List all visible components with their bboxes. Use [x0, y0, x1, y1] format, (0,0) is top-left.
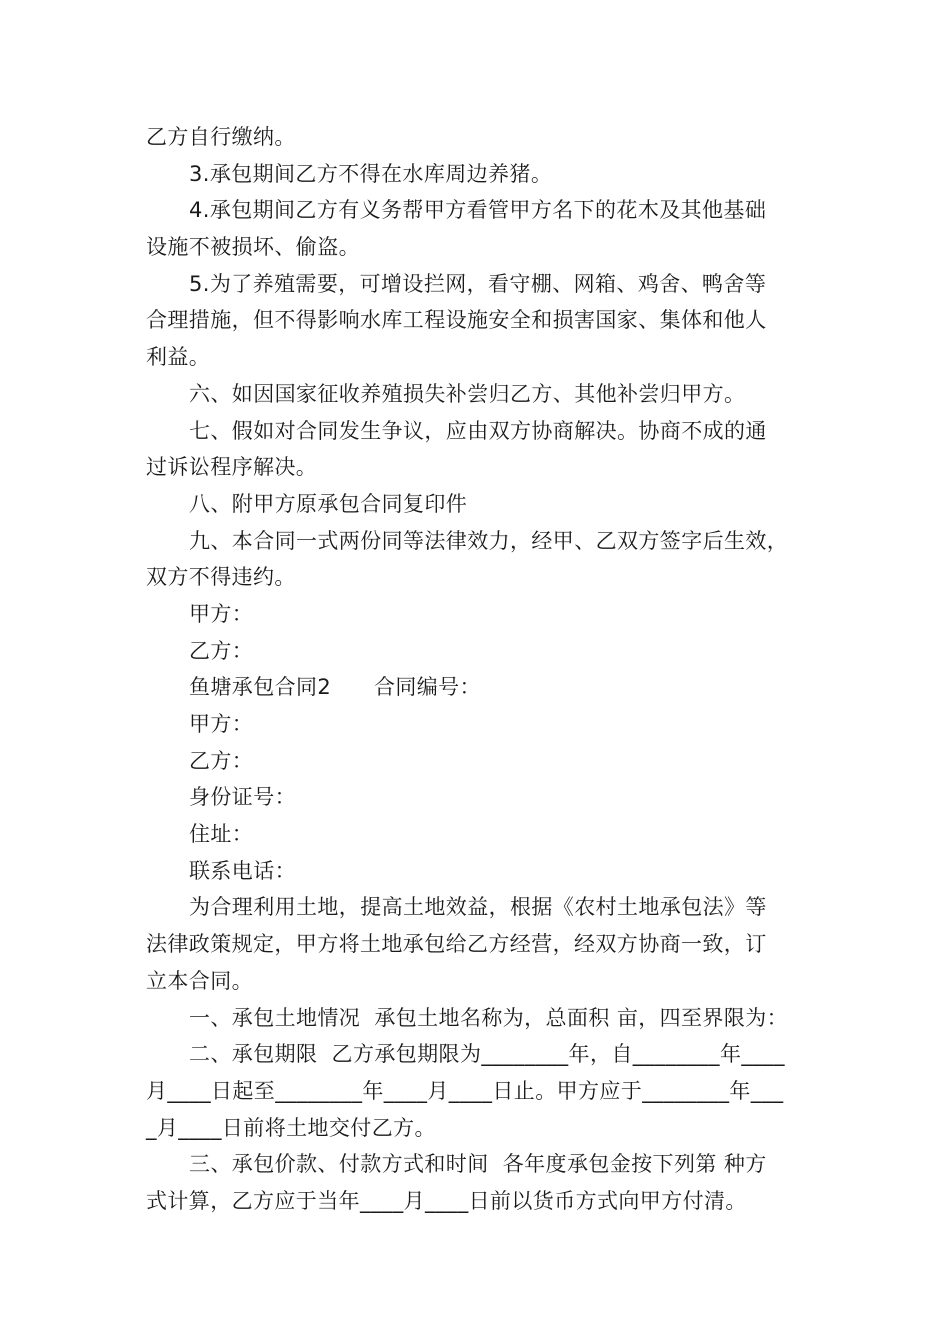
- text-line: 双方不得违约。: [146, 565, 296, 590]
- text-line: 二、承包期限 乙方承包期限为________年，自________年____: [189, 1042, 785, 1067]
- text-line: 三、承包价款、付款方式和时间 各年度承包金按下列第 种方: [189, 1152, 767, 1177]
- text-line: 立本合同。: [146, 968, 253, 993]
- text-line: 一、承包土地情况 承包土地名称为，总面积 亩，四至界限为：: [189, 1005, 789, 1030]
- contract-text: [146, 119, 814, 1220]
- text-line: 设施不被损坏、偷盗。: [146, 235, 360, 260]
- phone-label: 联系电话：: [189, 858, 296, 883]
- text-line: 合理措施，但不得影响水库工程设施安全和损害国家、集体和他人: [146, 308, 767, 333]
- text-line: 3.承包期间乙方不得在水库周边养猪。: [189, 161, 553, 186]
- text-line: 八、附甲方原承包合同复印件: [189, 491, 468, 516]
- text-line: 六、如因国家征收养殖损失补尝归乙方、其他补尝归甲方。: [189, 381, 746, 406]
- text-line: 法律政策规定，甲方将土地承包给乙方经营，经双方协商一致，订: [146, 932, 767, 957]
- party-a-label: 甲方：: [189, 712, 254, 736]
- party-b-label: 乙方：: [189, 638, 254, 663]
- text-line: 九、本合同一式两份同等法律效力，经甲、乙双方签字后生效，: [189, 528, 789, 553]
- text-line: 式计算，乙方应于当年____月____日前以货币方式向甲方付清。: [146, 1188, 747, 1213]
- text-line: 4.承包期间乙方有义务帮甲方看管甲方名下的花木及其他基础: [189, 198, 767, 223]
- text-line: 过诉讼程序解决。: [146, 455, 318, 480]
- text-line: 5.为了养殖需要，可增设拦网，看守棚、网箱、鸡舍、鸭舍等: [189, 271, 767, 296]
- party-a-label: 甲方：: [189, 601, 254, 626]
- text-line: _月____日前将土地交付乙方。: [146, 1115, 436, 1140]
- contract-heading: 鱼塘承包合同2 合同编号：: [189, 675, 481, 700]
- party-b-label: 乙方：: [189, 748, 254, 773]
- text-line: 利益。: [146, 345, 211, 370]
- text-line: 为合理利用土地，提高土地效益，根据《农村土地承包法》等: [189, 895, 767, 920]
- text-line: 七、假如对合同发生争议，应由双方协商解决。协商不成的通: [189, 418, 767, 443]
- text-line: 乙方自行缴纳。: [146, 125, 296, 149]
- text-line: 月____日起至________年____月____日止。甲方应于________年___: [146, 1078, 784, 1103]
- id-number-label: 身份证号：: [189, 785, 296, 810]
- address-label: 住址：: [189, 822, 254, 847]
